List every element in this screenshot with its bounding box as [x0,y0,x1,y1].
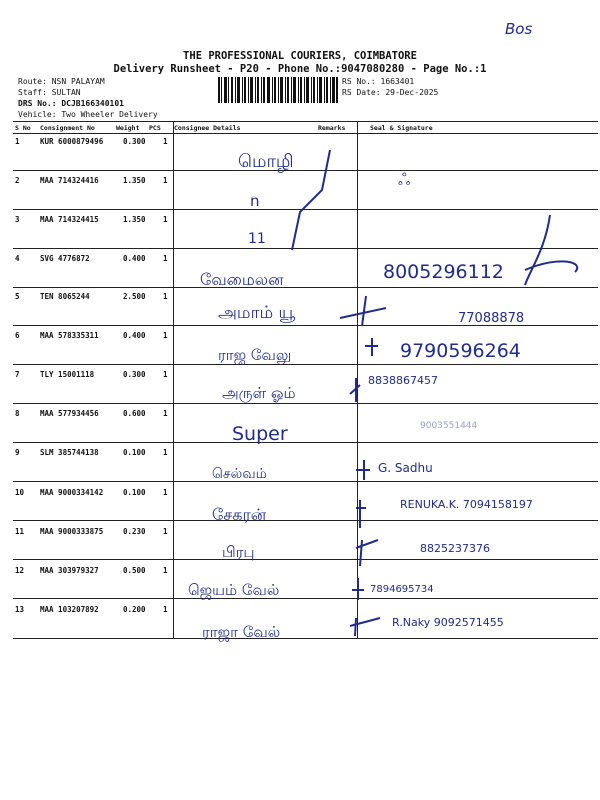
row-weight: 1.350 [123,215,146,224]
row-pcs: 1 [163,331,168,340]
consignee-handwriting: ஜெயம் வேல் [188,581,280,599]
row-sno: 5 [15,292,20,301]
col-header-pcs: PCS [149,124,161,132]
tick-mark [356,460,370,480]
row-weight: 0.400 [123,331,146,340]
row-pcs: 1 [163,137,168,146]
row-consignment: TLY 15001118 [40,370,95,379]
consignee-handwriting: பிரபு [222,543,255,561]
row-divider [13,442,598,443]
tick-mark [350,378,360,402]
row-weight: 0.300 [123,370,146,379]
seal-handwriting: 7894695734 [370,584,434,595]
seal-handwriting: R.Naky 9092571455 [392,616,504,629]
table-top-border [13,121,598,122]
row-weight: 2.500 [123,292,146,301]
row-divider [13,325,598,326]
row-pcs: 1 [163,409,168,418]
row-consignment: MAA 9000334142 [40,488,104,497]
corner-scribble: Bos [505,20,533,38]
consignee-handwriting: மொழி [238,151,294,172]
seal-handwriting: ஃ [398,170,411,189]
row-divider [13,559,598,560]
row-consignment: MAA 303979327 [40,566,99,575]
seal-handwriting: 77088878 [458,311,525,326]
row-divider [13,403,598,404]
col-header-seal: Seal & Signature [370,124,433,132]
row-sno: 3 [15,215,20,224]
row-consignment: MAA 714324415 [40,215,99,224]
seal-handwriting: 8005296112 [383,261,504,283]
staff-label: Staff: SULTAN [18,88,81,97]
row-weight: 0.600 [123,409,146,418]
row-sno: 13 [15,605,25,614]
document-title: THE PROFESSIONAL COURIERS, COIMBATORE [183,50,417,62]
signature-scribble [525,215,577,285]
row-pcs: 1 [163,254,168,263]
row-consignment: MAA 103207892 [40,605,99,614]
row-sno: 7 [15,370,20,379]
consignee-handwriting: வேமைலன [200,270,284,289]
col-header-consignment: Consignment No [40,124,95,132]
col-header-consignee: Consignee Details [174,124,241,132]
seal-handwriting: 8825237376 [420,542,490,555]
seal-handwriting: 8838867457 [368,374,438,387]
consignee-handwriting: Super [232,423,288,445]
drs-number: DRS No.: DCJB166340101 [18,99,124,108]
seal-handwriting: RENUKA.K. 7094158197 [400,498,533,511]
col-header-sno: S No [15,124,31,132]
consignee-handwriting: சேகரன் [212,505,267,524]
barcode-image [218,77,338,103]
consignee-handwriting: ராஜ வேலு [218,346,292,364]
header-bottom-border [13,133,598,134]
row-consignment: SLM 385744138 [40,448,99,457]
row-pcs: 1 [163,488,168,497]
consignee-handwriting: அருள் ஓம் [222,384,296,402]
row-pcs: 1 [163,370,168,379]
seal-handwriting: 9003551444 [420,421,478,431]
row-pcs: 1 [163,605,168,614]
row-divider [13,520,598,521]
row-pcs: 1 [163,215,168,224]
col-header-remarks: Remarks [318,124,346,132]
row-sno: 2 [15,176,20,185]
row-consignment: MAA 577934456 [40,409,99,418]
row-pcs: 1 [163,292,168,301]
row-weight: 0.100 [123,488,146,497]
row-sno: 12 [15,566,25,575]
tick-mark [350,618,380,636]
row-divider [13,364,598,365]
row-divider [13,481,598,482]
vehicle-label: Vehicle: Two Wheeler Delivery [18,110,158,119]
row-weight: 0.100 [123,448,146,457]
row-consignment: KUR 6000879496 [40,137,104,146]
consignee-handwriting: செல்வம் [212,466,267,482]
consignee-handwriting: 11 [248,231,266,247]
consignee-handwriting: ராஜா வேல் [202,623,281,641]
rs-date: RS Date: 29-Dec-2025 [342,88,439,97]
seal-handwriting: G. Sadhu [378,461,433,475]
row-pcs: 1 [163,527,168,536]
tick-mark [340,296,386,326]
row-pcs: 1 [163,176,168,185]
document-subtitle: Delivery Runsheet - P20 - Phone No.:9047080280 - Page No.:1 [113,63,487,75]
row-sno: 6 [15,331,20,340]
row-sno: 10 [15,488,25,497]
row-consignment: MAA 9000333875 [40,527,104,536]
row-divider [13,248,598,249]
row-sno: 11 [15,527,25,536]
col-header-weight: Weight [116,124,140,132]
row-divider [13,287,598,288]
col-divider [357,121,358,638]
consignee-handwriting: அமாம் யூ [218,303,296,323]
row-pcs: 1 [163,566,168,575]
row-divider [13,209,598,210]
seal-handwriting: 9790596264 [400,340,521,362]
route-label: Route: NSN PALAYAM [18,77,105,86]
row-consignment: SVG 4776872 [40,254,90,263]
rs-number: RS No.: 1663401 [342,77,415,86]
tick-mark [352,578,364,600]
row-weight: 0.230 [123,527,146,536]
table-bottom-border [13,638,598,639]
row-sno: 8 [15,409,20,418]
row-weight: 0.200 [123,605,146,614]
col-divider [173,121,174,638]
ditto-curve [292,150,330,250]
row-weight: 0.300 [123,137,146,146]
row-divider [13,598,598,599]
row-divider [13,170,598,171]
row-weight: 1.350 [123,176,146,185]
row-pcs: 1 [163,448,168,457]
row-sno: 1 [15,137,20,146]
consignee-handwriting: n [250,192,260,210]
tick-mark [356,540,378,566]
row-consignment: TEN 8065244 [40,292,90,301]
row-consignment: MAA 578335311 [40,331,99,340]
row-sno: 9 [15,448,20,457]
row-consignment: MAA 714324416 [40,176,99,185]
tick-mark [365,338,378,356]
row-weight: 0.500 [123,566,146,575]
row-weight: 0.400 [123,254,146,263]
row-sno: 4 [15,254,20,263]
